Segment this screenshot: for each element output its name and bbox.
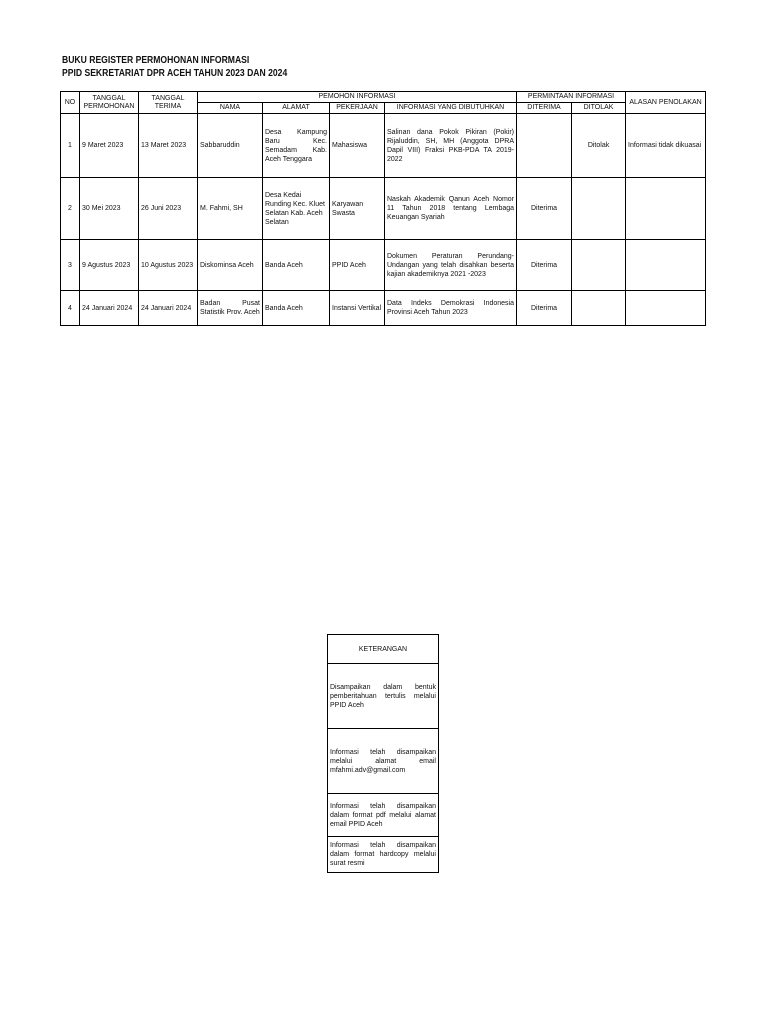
cell-ditolak: Ditolak bbox=[572, 114, 626, 178]
register-header bbox=[61, 92, 706, 114]
note-item: Informasi telah disampaikan dalam format hardcopy melalui surat resmi bbox=[328, 837, 439, 873]
list-item bbox=[328, 664, 439, 729]
cell-tanggal-permohonan: 30 Mei 2023 bbox=[80, 178, 139, 240]
cell-pekerjaan: Instansi Vertikal bbox=[330, 291, 385, 326]
header-tanggal-permohonan: TANGGAL PERMOHONAN bbox=[80, 92, 139, 114]
cell-alasan bbox=[626, 291, 706, 326]
document-title bbox=[62, 54, 287, 80]
cell-alamat: Desa Kedai Runding Kec. Kluet Selatan Kab. Aceh Selatan bbox=[263, 178, 330, 240]
header-pemohon-informasi: PEMOHON INFORMASI bbox=[198, 92, 517, 103]
header-diterima: DITERIMA bbox=[517, 103, 572, 114]
cell-informasi: Dokumen Peraturan Perundang-Undangan yang telah disahkan beserta kajian akademiknya 2021 -2023 bbox=[385, 240, 517, 291]
cell-ditolak bbox=[572, 291, 626, 326]
cell-informasi: Salinan dana Pokok Pikiran (Pokir) Rijaluddin, SH, MH (Anggota DPRA Dapil VIII) Fraksi PKB-PDA TA 2019-2022 bbox=[385, 114, 517, 178]
cell-alasan: Informasi tidak dikuasai bbox=[626, 114, 706, 178]
header-ditolak: DITOLAK bbox=[572, 103, 626, 114]
cell-alamat: Desa Kampung Baru Kec. Semadam Kab. Aceh Tenggara bbox=[263, 114, 330, 178]
list-item bbox=[328, 729, 439, 794]
cell-diterima bbox=[517, 114, 572, 178]
header-permintaan-informasi: PERMINTAAN INFORMASI bbox=[517, 92, 626, 103]
cell-informasi: Data Indeks Demokrasi Indonesia Provinsi Aceh Tahun 2023 bbox=[385, 291, 517, 326]
note-item: Informasi telah disampaikan dalam format pdf melalui alamat email PPID Aceh bbox=[328, 794, 439, 837]
notes-header-row bbox=[328, 635, 439, 664]
note-item: Informasi telah disampaikan melalui alamat email mfahmi.adv@gmail.com bbox=[328, 729, 439, 794]
header-nama: NAMA bbox=[198, 103, 263, 114]
header-tanggal-terima: TANGGAL TERIMA bbox=[139, 92, 198, 114]
cell-diterima: Diterima bbox=[517, 240, 572, 291]
cell-pekerjaan: Mahasiswa bbox=[330, 114, 385, 178]
cell-pekerjaan: PPID Aceh bbox=[330, 240, 385, 291]
cell-tanggal-terima: 13 Maret 2023 bbox=[139, 114, 198, 178]
header-informasi: INFORMASI YANG DIBUTUHKAN bbox=[385, 103, 517, 114]
cell-tanggal-permohonan: 24 Januari 2024 bbox=[80, 291, 139, 326]
notes-table bbox=[327, 634, 439, 873]
header-row-top bbox=[61, 92, 706, 103]
list-item bbox=[328, 837, 439, 873]
cell-no: 2 bbox=[61, 178, 80, 240]
title-line-1: BUKU REGISTER PERMOHONAN INFORMASI bbox=[62, 55, 250, 66]
table-row bbox=[61, 178, 706, 240]
cell-diterima: Diterima bbox=[517, 291, 572, 326]
title-line-2: PPID SEKRETARIAT DPR ACEH TAHUN 2023 DAN 2024 bbox=[62, 68, 288, 79]
cell-diterima: Diterima bbox=[517, 178, 572, 240]
cell-informasi: Naskah Akademik Qanun Aceh Nomor 11 Tahun 2018 tentang Lembaga Keuangan Syariah bbox=[385, 178, 517, 240]
notes-header: KETERANGAN bbox=[328, 635, 439, 664]
cell-ditolak bbox=[572, 240, 626, 291]
register-body bbox=[61, 114, 706, 326]
cell-nama: Sabbaruddin bbox=[198, 114, 263, 178]
cell-ditolak bbox=[572, 178, 626, 240]
cell-nama: M. Fahmi, SH bbox=[198, 178, 263, 240]
cell-tanggal-terima: 26 Juni 2023 bbox=[139, 178, 198, 240]
cell-alasan bbox=[626, 178, 706, 240]
cell-no: 4 bbox=[61, 291, 80, 326]
cell-nama: Diskominsa Aceh bbox=[198, 240, 263, 291]
cell-alasan bbox=[626, 240, 706, 291]
list-item bbox=[328, 794, 439, 837]
cell-alamat: Banda Aceh bbox=[263, 240, 330, 291]
cell-no: 1 bbox=[61, 114, 80, 178]
register-table bbox=[60, 91, 706, 326]
header-alasan-penolakan: ALASAN PENOLAKAN bbox=[626, 92, 706, 114]
cell-tanggal-permohonan: 9 Maret 2023 bbox=[80, 114, 139, 178]
table-row bbox=[61, 114, 706, 178]
note-item: Disampaikan dalam bentuk pemberitahuan tertulis melalui PPID Aceh bbox=[328, 664, 439, 729]
cell-tanggal-permohonan: 9 Agustus 2023 bbox=[80, 240, 139, 291]
table-row bbox=[61, 291, 706, 326]
cell-nama: Badan Pusat Statistik Prov. Aceh bbox=[198, 291, 263, 326]
header-pekerjaan: PEKERJAAN bbox=[330, 103, 385, 114]
cell-pekerjaan: Karyawan Swasta bbox=[330, 178, 385, 240]
header-alamat: ALAMAT bbox=[263, 103, 330, 114]
cell-alamat: Banda Aceh bbox=[263, 291, 330, 326]
cell-tanggal-terima: 24 Januari 2024 bbox=[139, 291, 198, 326]
cell-tanggal-terima: 10 Agustus 2023 bbox=[139, 240, 198, 291]
cell-no: 3 bbox=[61, 240, 80, 291]
table-row bbox=[61, 240, 706, 291]
header-no: NO bbox=[61, 92, 80, 114]
